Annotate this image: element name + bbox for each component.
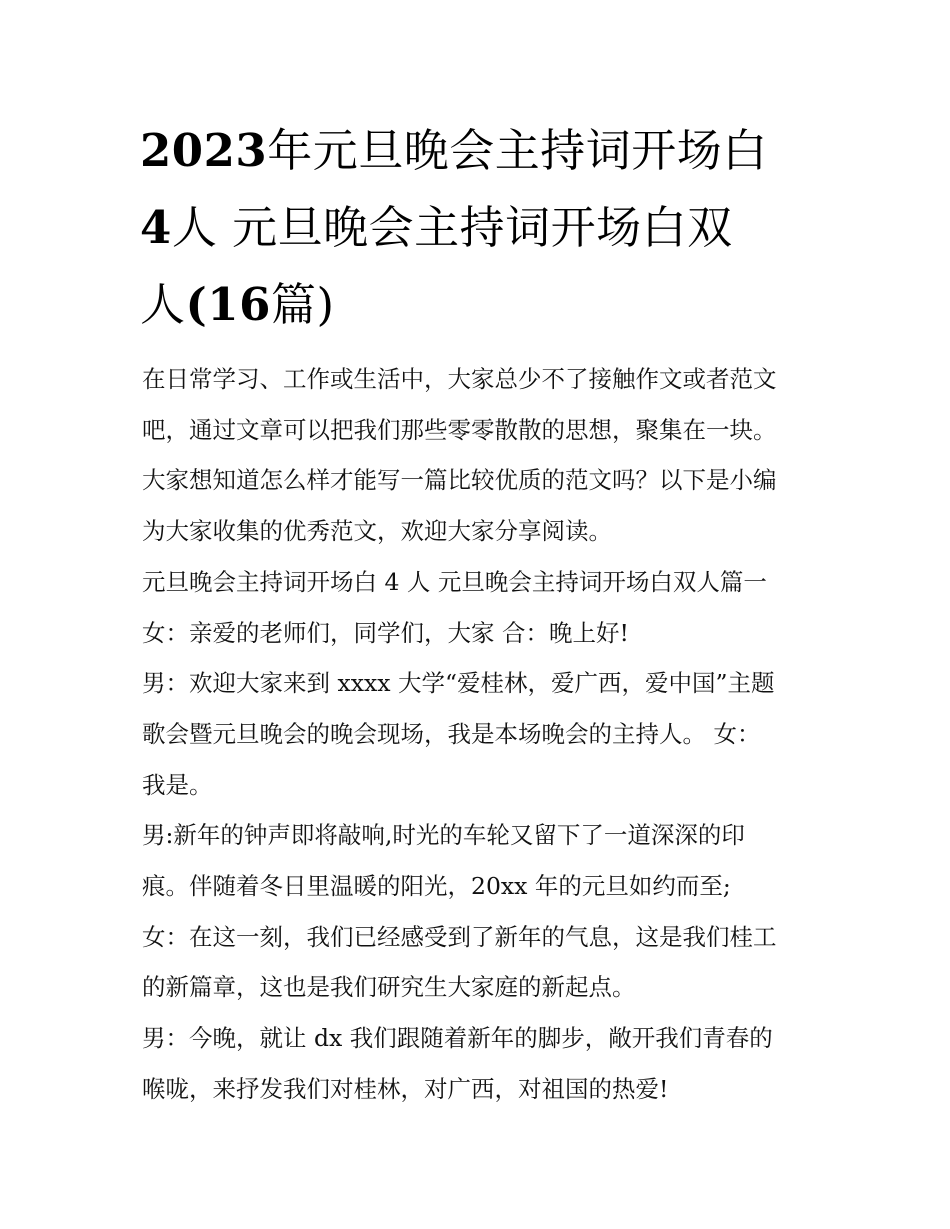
body-line: 的新篇章，这也是我们研究生大家庭的新起点。 xyxy=(142,973,636,1002)
title-line-2 xyxy=(140,201,733,254)
body-line: 我是。 xyxy=(142,770,213,799)
body-line: 为大家收集的优秀范文，欢迎大家分享阅读。 xyxy=(142,517,612,546)
title-article-count: (16 xyxy=(185,278,271,331)
body-line: 女：亲爱的老师们，同学们，大家 合：晚上好! xyxy=(142,618,629,647)
title-year: 2023 xyxy=(140,124,268,177)
title-line-1-text: 年元旦晚会主持词开场白 xyxy=(267,124,768,177)
body-line: 男：今晚，就让 dx 我们跟随着新年的脚步，敞开我们青春的 xyxy=(142,1024,773,1053)
title-line-2-text: 人 元旦晚会主持词开场白双 xyxy=(171,201,733,254)
body-line: 喉咙，来抒发我们对桂林，对广西，对祖国的热爱! xyxy=(142,1074,669,1103)
body-line: 在日常学习、工作或生活中，大家总少不了接触作文或者范文 xyxy=(142,365,777,393)
title-line-3-prefix: 人 xyxy=(140,278,186,331)
body-line: 女：在这一刻，我们已经感受到了新年的气息，这是我们桂工 xyxy=(142,922,777,951)
body-line: 大家想知道怎么样才能写一篇比较优质的范文吗？以下是小编 xyxy=(142,466,777,495)
body-line: 痕。伴随着冬日里温暖的阳光，20xx 年的元旦如约而至; xyxy=(142,872,731,901)
title-count: 4 xyxy=(140,201,172,254)
body-line: 吧，通过文章可以把我们那些零零散散的思想，聚集在一块。 xyxy=(142,415,777,444)
title-line-3-text: 篇) xyxy=(270,278,335,331)
title-line-1 xyxy=(140,124,768,177)
body-line: 歌会暨元旦晚会的晚会现场，我是本场晚会的主持人。 女： xyxy=(142,719,761,748)
body-line: 男：欢迎大家来到 xxxx 大学“爱桂林，爱广西，爱中国”主题 xyxy=(142,669,775,698)
section-heading: 元旦晚会主持词开场白 4 人 元旦晚会主持词开场白双人篇一 xyxy=(142,567,767,596)
document-title xyxy=(140,112,820,343)
document-body xyxy=(142,354,822,1115)
body-line: 男:新年的钟声即将敲响,时光的车轮又留下了一道深深的印 xyxy=(142,821,745,850)
title-line-3 xyxy=(140,278,335,331)
